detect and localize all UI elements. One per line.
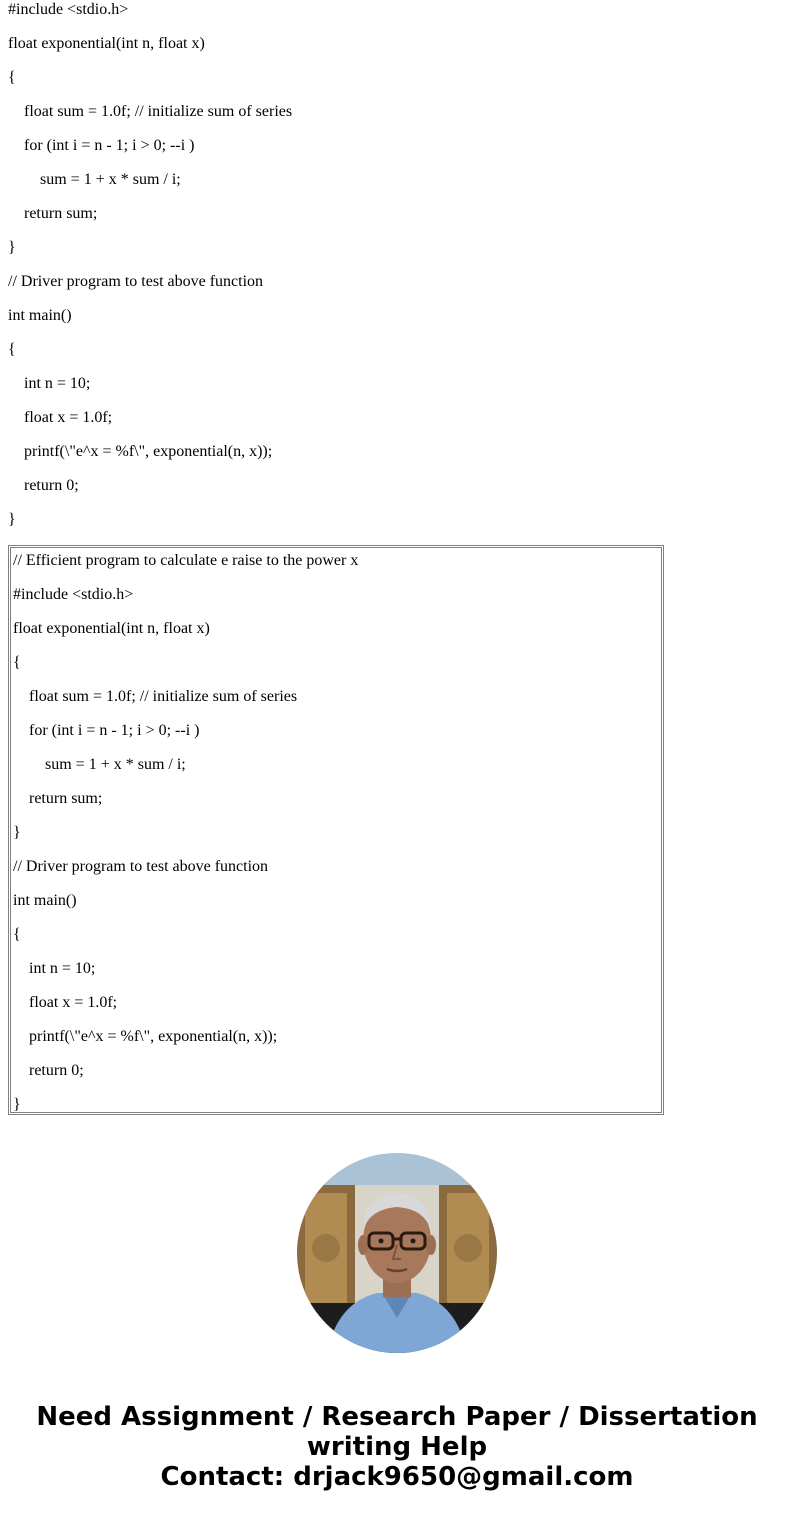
- code-line: }: [8, 239, 16, 256]
- code-line: float exponential(int n, float x): [8, 35, 205, 52]
- code-line: // Driver program to test above function: [8, 273, 264, 290]
- author-avatar: [297, 1153, 497, 1353]
- code-line: for (int i = n - 1; i > 0; --i ): [29, 722, 200, 739]
- code-line: // Driver program to test above function: [13, 858, 269, 875]
- code-line: {: [13, 654, 21, 671]
- code-line: {: [8, 341, 16, 358]
- code-line: printf(\"e^x = %f\", exponential(n, x));: [24, 443, 273, 460]
- code-line: int n = 10;: [24, 375, 91, 392]
- code-line: }: [13, 824, 21, 841]
- code-line: {: [13, 926, 21, 943]
- code-line: return 0;: [24, 477, 79, 494]
- code-line: int main(): [13, 892, 77, 909]
- code-line: return sum;: [29, 790, 103, 807]
- promo-line: Need Assignment / Research Paper / Dissertation: [36, 1402, 758, 1432]
- code-listing: [8, 0, 708, 544]
- code-line: int main(): [8, 307, 72, 324]
- code-line: float x = 1.0f;: [24, 409, 113, 426]
- code-line: {: [8, 69, 16, 86]
- code-line: float sum = 1.0f; // initialize sum of series: [29, 688, 298, 705]
- boxed-code-frame: [8, 545, 664, 1115]
- code-line: }: [8, 511, 16, 528]
- code-line: return sum;: [24, 205, 98, 222]
- promo-contact: Contact: drjack9650@gmail.com: [160, 1462, 634, 1492]
- avatar-portrait-icon: [297, 1153, 497, 1353]
- code-line: }: [13, 1096, 21, 1113]
- code-line: #include <stdio.h>: [13, 586, 134, 603]
- code-line: sum = 1 + x * sum / i;: [40, 171, 181, 188]
- code-line: sum = 1 + x * sum / i;: [45, 756, 186, 773]
- code-line: return 0;: [29, 1062, 84, 1079]
- code-line: float exponential(int n, float x): [13, 620, 210, 637]
- code-line: float x = 1.0f;: [29, 994, 118, 1011]
- code-line: printf(\"e^x = %f\", exponential(n, x));: [29, 1028, 278, 1045]
- code-line: // Efficient program to calculate e raise to the power x: [13, 552, 359, 569]
- code-line: #include <stdio.h>: [8, 1, 129, 18]
- boxed-code-inner-frame: [10, 547, 662, 1113]
- code-line: for (int i = n - 1; i > 0; --i ): [24, 137, 195, 154]
- promo-banner: [0, 1402, 794, 1492]
- promo-line: writing Help: [306, 1432, 488, 1462]
- code-line: int n = 10;: [29, 960, 96, 977]
- code-line: float sum = 1.0f; // initialize sum of series: [24, 103, 293, 120]
- boxed-code-listing: [13, 551, 358, 1129]
